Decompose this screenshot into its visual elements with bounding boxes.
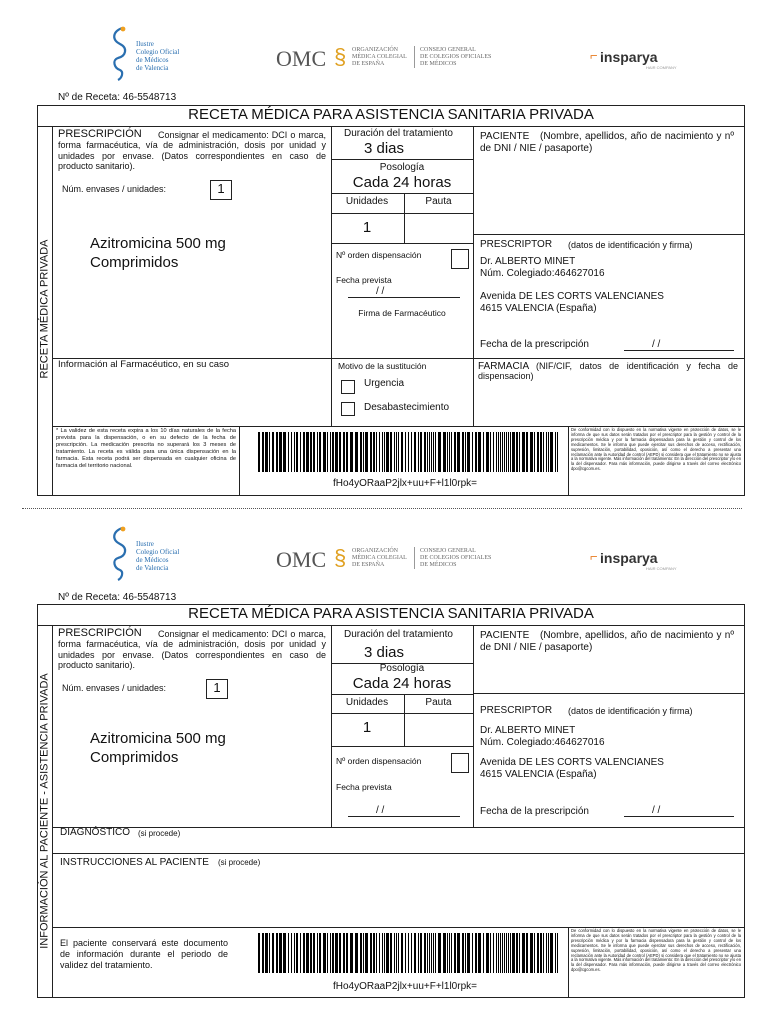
colegiado-number: Núm. Colegiado:464627016: [480, 737, 605, 748]
address-line-1: Avenida DE LES CORTS VALENCIANES: [480, 757, 664, 768]
prescripcion-label: PRESCRIPCIÓN: [58, 627, 142, 639]
colegiado-number: Núm. Colegiado:464627016: [480, 268, 605, 279]
receta-number: Nº de Receta: 46-5548713: [58, 92, 177, 103]
duracion-label: Duración del tratamiento: [344, 629, 453, 640]
form-title: RECETA MÉDICA PARA ASISTENCIA SANITARIA PRIVADA: [188, 605, 594, 622]
insparya-text: insparya: [600, 49, 658, 65]
colegio-logo-2: [108, 526, 188, 582]
org-line-2: MÉDICA COLEGIAL: [352, 54, 407, 60]
address-line-1: Avenida DE LES CORTS VALENCIANES: [480, 291, 664, 302]
doctor-name: Dr. ALBERTO MINET: [480, 256, 576, 267]
unidades-row-bottom: [331, 746, 473, 747]
medicine-form: Comprimidos: [90, 254, 179, 271]
unidades-col-divider: [404, 694, 405, 746]
unidades-header-top: [331, 694, 473, 695]
prescriptor-label: PRESCRIPTOR: [480, 239, 553, 250]
prescriptor-help: (datos de identificación y firma): [568, 240, 693, 250]
omc-divider: [414, 547, 415, 569]
posologia-label: Posología: [379, 663, 425, 674]
fecha-prescripcion-value: / /: [652, 339, 661, 350]
col-divider-2: [473, 625, 474, 827]
title-divider: [38, 625, 744, 626]
omc-mark-icon: §: [334, 44, 347, 69]
barcode-bar: [557, 933, 558, 973]
insparya-mark-icon: ⌐: [590, 48, 598, 63]
unidades-value: 1: [362, 219, 372, 236]
orden-label: Nº orden dispensación: [336, 756, 422, 766]
desabastecimiento-label: Desabastecimiento: [364, 402, 450, 413]
medicine-form: Comprimidos: [90, 749, 179, 766]
prescripcion-label: PRESCRIPCIÓN: [58, 128, 142, 140]
barcode-2: [258, 933, 558, 973]
fecha-prevista-line: [348, 816, 460, 817]
num-envases-value: 1: [217, 181, 225, 196]
cg-line-2: DE COLEGIOS OFICIALES: [420, 555, 492, 561]
medicine-name: Azitromicina 500 mg: [90, 730, 226, 747]
insparya-text: insparya: [600, 550, 658, 566]
prescriptor-divider: [473, 693, 744, 694]
receta-number: Nº de Receta: 46-5548713: [58, 592, 177, 603]
fecha-prevista-value: / /: [376, 805, 385, 816]
urgencia-label: Urgencia: [364, 378, 405, 389]
side-label: RECETA MÉDICA PRIVADA: [38, 239, 51, 379]
omc-text: OMC: [276, 547, 327, 572]
legal-text: De conformidad con lo dispuesto en la normativa vigente en protección de datos, se le informa de que sus datos serán tratados por el prescriptor para la gestión y control de la prescripción médica y por la farmacia dispensadora para la gestión y control de los medicamentos. Se le informa que puede ejercitar sus derechos de acceso, rectificación, supresión, limitación, portabilidad, oposición, así como el derecho a presentar una reclamación ante la Autoridad de control (AEPD) si considera que el tratamiento no se ajusta a la normativa vigente. Más información del tratamiento: En la dirección del prescriptor y/o en la del dispensador. Para más información, puede dirigirse a través del correo electrónico dpo@cgcom.es.: [571, 928, 741, 973]
validez-text: * La validez de esta receta expira a los 10 días naturales de la fecha prevista para la dispensación, o en su defecto de la fecha de prescripción. La medicación prescrita no superará los 3 meses de tratamiento. La receta es válida para una única dispensación en la farmacia. Esta receta podrá ser dispensada en cualquier oficina de farmacia del territorio nacional.: [56, 428, 236, 469]
paciente-help: (Nombre, apellidos, año de nacimiento y nº de DNI / NIE / pasaporte): [480, 131, 734, 154]
cg-line-3: DE MÉDICOS: [420, 562, 457, 568]
colegio-name-1: Ilustre: [136, 40, 154, 48]
paciente-label: PACIENTE: [480, 131, 530, 142]
insparya-mark-icon: ⌐: [590, 549, 598, 564]
prescripcion-help: Consignar el medicamento: DCI o marca, forma farmacéutica, vía de administración, dosis por unidad y unidades por envase. (Datos correspondientes en caso de producto sanitario).: [58, 629, 326, 671]
fecha-prescripcion-label: Fecha de la prescripción: [480, 339, 589, 350]
diagnostico-divider: [52, 827, 744, 828]
cg-line-1: CONSEJO GENERAL: [420, 548, 476, 554]
omc-mark-icon: §: [334, 545, 347, 570]
instrucciones-divider: [52, 853, 744, 854]
instrucciones-help: (si procede): [218, 858, 261, 867]
insparya-subtext: HAIR COMPANY: [646, 65, 677, 70]
org-line-2: MÉDICA COLEGIAL: [352, 555, 407, 561]
duracion-value: 3 dias: [364, 140, 405, 157]
address-line-2: 4615 VALENCIA (España): [480, 769, 597, 780]
fecha-prevista-label: Fecha prevista: [336, 782, 392, 792]
pauta-label: Pauta: [425, 196, 452, 207]
omc-logo-2: [276, 545, 506, 575]
org-line-1: ORGANIZACIÓN: [352, 548, 398, 554]
org-line-3: DE ESPAÑA: [352, 61, 385, 67]
posologia-label: Posología: [379, 162, 425, 173]
diagnostico-label: DIAGNÓSTICO: [60, 827, 131, 838]
posologia-value: Cada 24 horas: [352, 675, 452, 692]
colegio-name-2: Colegio Oficial: [136, 548, 180, 556]
colegio-name-3: de Médicos: [136, 556, 169, 564]
cg-line-3: DE MÉDICOS: [420, 61, 457, 67]
doctor-name: Dr. ALBERTO MINET: [480, 725, 576, 736]
form-title: RECETA MÉDICA PARA ASISTENCIA SANITARIA PRIVADA: [188, 106, 594, 123]
side-label: INFORMACIÓN AL PACIENTE - ASISTENCIA PRIVADA: [38, 673, 51, 949]
instrucciones-label: INSTRUCCIONES AL PACIENTE: [60, 857, 209, 868]
legal-text: De conformidad con lo dispuesto en la normativa vigente en protección de datos, se le informa de que sus datos serán tratados por el prescriptor para la gestión y control de la prescripción médica y por la farmacia dispensadora para la gestión y control de los medicamentos. Se le informa que puede ejercitar sus derechos de acceso, rectificación, supresión, limitación, portabilidad, oposición, así como el derecho a presentar una reclamación ante la Autoridad de control (AEPD) si considera que el tratamiento no se ajusta a la normativa vigente. Más información del tratamiento: En la dirección del prescriptor y/o en la del dispensador. Para más información, puede dirigirse a través del correo electrónico dpo@cgcom.es.: [571, 427, 741, 472]
diagnostico-help: (si procede): [138, 829, 181, 838]
num-envases-value: 1: [213, 680, 221, 695]
unidades-label: Unidades: [345, 697, 389, 708]
posologia-value: Cada 24 horas: [352, 174, 452, 191]
farmacia-label: FARMACIA: [478, 361, 530, 372]
unidades-header-bottom: [331, 713, 473, 714]
paciente-label: PACIENTE: [480, 630, 530, 641]
fecha-prevista-label: Fecha prevista: [336, 275, 392, 285]
prescripcion-help: Consignar el medicamento: DCI o marca, forma farmacéutica, vía de administración, dosis por unidad y unidades por envase. (Datos correspondientes en caso de producto sanitario).: [58, 130, 326, 172]
fecha-prevista-value: / /: [376, 286, 385, 297]
cg-line-2: DE COLEGIOS OFICIALES: [420, 54, 492, 60]
pauta-label: Pauta: [425, 697, 452, 708]
num-envases-label: Núm. envases / unidades:: [62, 184, 167, 194]
cg-line-1: CONSEJO GENERAL: [420, 47, 476, 53]
barcode-text: fHo4yORaaP2jlx+uu+F+l1l0rpk=: [333, 981, 477, 992]
legal-divider: [568, 927, 569, 997]
prescriptor-label: PRESCRIPTOR: [480, 705, 553, 716]
duracion-label: Duración del tratamiento: [344, 128, 453, 139]
colegio-emblem-icon: [108, 526, 130, 582]
colegio-name-4: de Valencia: [136, 64, 169, 72]
paciente-help: (Nombre, apellidos, año de nacimiento y nº de DNI / NIE / pasaporte): [480, 630, 734, 653]
fecha-prescripcion-line: [624, 816, 734, 817]
unidades-value: 1: [362, 719, 372, 736]
side-divider: [52, 625, 53, 997]
colegio-name-1: Ilustre: [136, 540, 154, 548]
patient-info-form: [37, 604, 745, 998]
fecha-prescripcion-value: / /: [652, 805, 661, 816]
info-farma-label: Información al Farmacéutico, en su caso: [58, 359, 230, 370]
firma-farma-label: Firma de Farmacéutico: [358, 308, 446, 318]
orden-label: Nº orden dispensación: [336, 250, 422, 260]
colegio-name-3: de Médicos: [136, 56, 169, 64]
address-line-2: 4615 VALENCIA (España): [480, 303, 597, 314]
omc-text: OMC: [276, 46, 327, 71]
colegio-name-2: Colegio Oficial: [136, 48, 180, 56]
fecha-prescripcion-label: Fecha de la prescripción: [480, 806, 589, 817]
insparya-subtext: HAIR COMPANY: [646, 566, 677, 571]
orden-checkbox[interactable]: [451, 753, 469, 773]
org-line-1: ORGANIZACIÓN: [352, 47, 398, 53]
duracion-value: 3 dias: [364, 644, 405, 661]
num-envases-label: Núm. envases / unidades:: [62, 683, 167, 693]
colegio-name-4: de Valencia: [136, 564, 169, 572]
farmacia-help: (NIF/CIF, datos de identificación y fecha de dispensacion): [478, 361, 738, 382]
num-envases-field[interactable]: [206, 679, 228, 699]
insparya-logo-2: [590, 547, 690, 573]
org-line-3: DE ESPAÑA: [352, 562, 385, 568]
conservar-text: El paciente conservará este documento de información durante el periodo de validez del tratamiento.: [60, 938, 228, 970]
motivo-label: Motivo de la sustitución: [338, 361, 427, 371]
unidades-label: Unidades: [345, 196, 389, 207]
barcode-text: fHo4yORaaP2jlx+uu+F+l1l0rpk=: [333, 478, 477, 489]
medicine-name: Azitromicina 500 mg: [90, 235, 226, 252]
prescriptor-help: (datos de identificación y firma): [568, 706, 693, 716]
